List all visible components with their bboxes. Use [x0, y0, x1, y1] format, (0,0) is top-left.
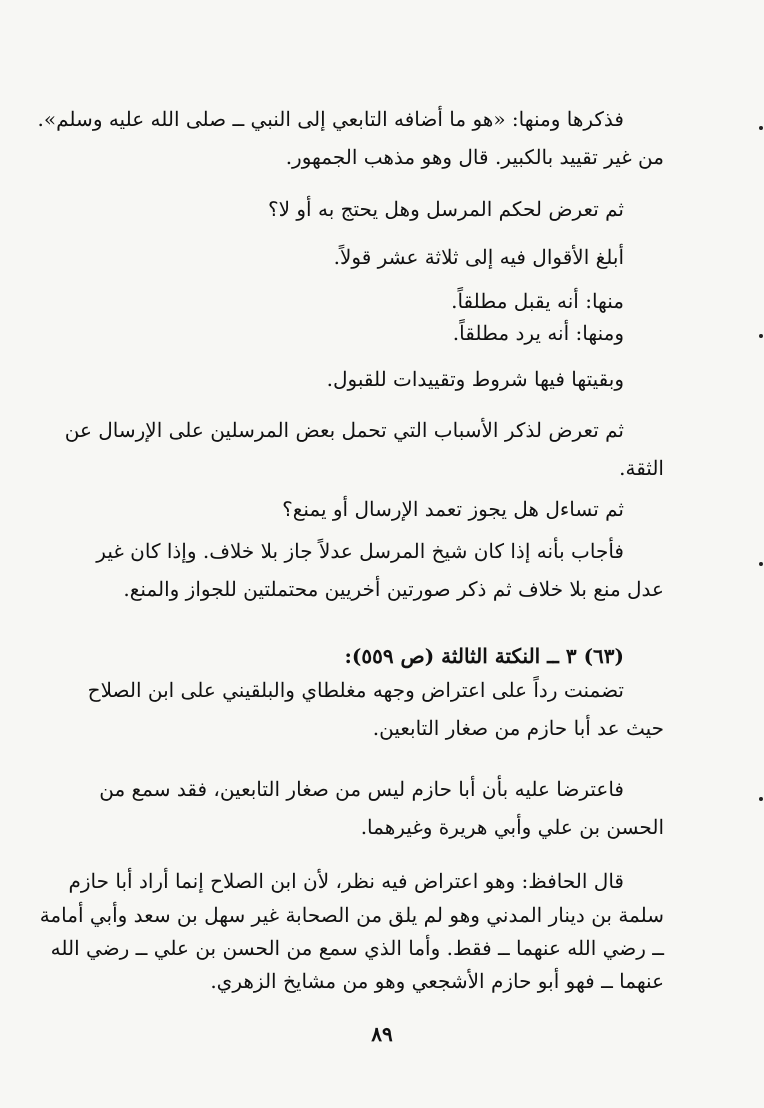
margin-mark [759, 334, 763, 338]
text-line-14: تضمنت رداً على اعتراض وجهه مغلطاي والبلقيني على ابن الصلاح [87, 678, 624, 702]
text-line-8: ثم تعرض لذكر الأسباب التي تحمل بعض المرسلين على الإرسال عن [64, 418, 624, 442]
text-line-3: ثم تعرض لحكم المرسل وهل يحتج به أو لا؟ [268, 197, 624, 221]
text-line-11: فأجاب بأنه إذا كان شيخ المرسل عدلاً جاز بلا خلاف. وإذا كان غير [96, 539, 624, 563]
text-line-16: فاعترضا عليه بأن أبا حازم ليس من صغار التابعين، فقد سمع من [99, 777, 624, 801]
margin-mark [759, 797, 763, 801]
text-line-1: فذكرها ومنها: «هو ما أضافه التابعي إلى النبي ــ صلى الله عليه وسلم». [37, 107, 624, 131]
text-line-19: سلمة بن دينار المدني وهو لم يلق من الصحابة غير سهل بن سعد وأبي أمامة [39, 903, 664, 927]
text-line-15: حيث عد أبا حازم من صغار التابعين. [372, 716, 664, 740]
margin-mark [759, 126, 763, 130]
text-line-17: الحسن بن علي وأبي هريرة وغيرهما. [360, 815, 664, 839]
text-line-9: الثقة. [619, 456, 664, 480]
text-line-5: منها: أنه يقبل مطلقاً. [451, 289, 624, 313]
text-line-4: أبلغ الأقوال فيه إلى ثلاثة عشر قولاً. [333, 245, 624, 269]
text-line-2: من غير تقييد بالكبير. قال وهو مذهب الجمهور. [285, 145, 664, 169]
text-line-10: ثم تساءل هل يجوز تعمد الإرسال أو يمنع؟ [282, 497, 624, 521]
section-heading: (٦٣) ٣ ــ النكتة الثالثة (ص ٥٥٩): [344, 644, 624, 668]
text-line-12: عدل منع بلا خلاف ثم ذكر صورتين أخريين محتملتين للجواز والمنع. [123, 577, 664, 601]
page-number: ٨٩ [371, 1022, 393, 1046]
text-line-18: قال الحافظ: وهو اعتراض فيه نظر، لأن ابن الصلاح إنما أراد أبا حازم [68, 869, 624, 893]
text-line-21: عنهما ــ فهو أبو حازم الأشجعي وهو من مشايخ الزهري. [210, 969, 664, 993]
text-line-7: وبقيتها فيها شروط وتقييدات للقبول. [326, 367, 624, 391]
margin-mark [759, 562, 763, 566]
text-line-20: ــ رضي الله عنهما ــ فقط. وأما الذي سمع من الحسن بن علي ــ رضي الله [50, 936, 664, 960]
text-line-6: ومنها: أنه يرد مطلقاً. [452, 321, 624, 345]
